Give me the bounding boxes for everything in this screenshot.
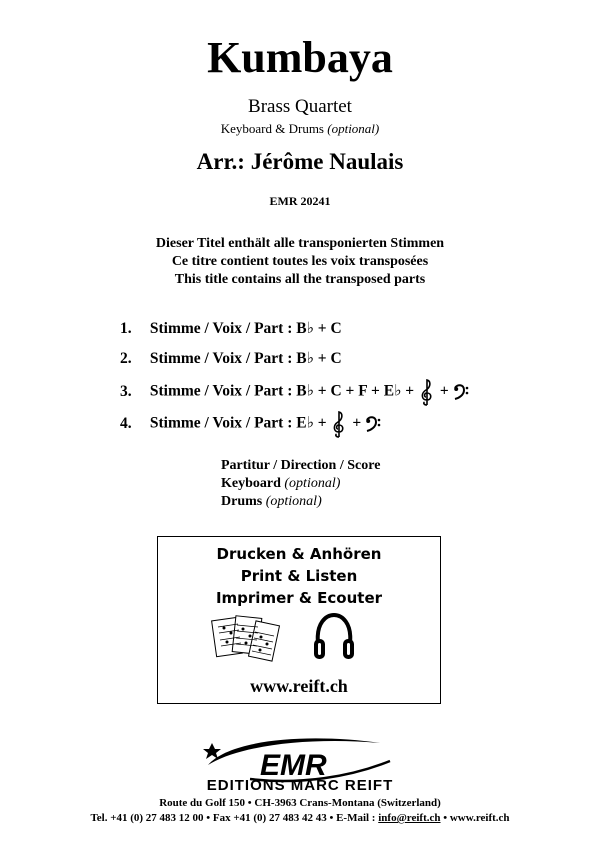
part-label: Stimme / Voix / Part : <box>149 320 293 337</box>
notice-de: Dieser Titel enthält alle transponierten Stimmen <box>155 236 445 251</box>
subtitle: Brass Quartet <box>248 96 352 117</box>
part-label: Stimme / Voix / Part : <box>149 382 293 400</box>
arranger: Arr.: Jérôme Naulais <box>196 149 404 174</box>
part-row <box>120 348 342 374</box>
treble-clef-icon <box>330 410 348 438</box>
part-keys: B♭ + C <box>296 350 342 367</box>
publisher-contact <box>0 812 600 824</box>
optional-label: (optional) <box>265 494 322 509</box>
website-link[interactable]: www.reift.ch <box>250 676 348 696</box>
part-row <box>120 318 342 344</box>
notice-fr: Ce titre contient toutes les voix transposées <box>171 254 429 269</box>
part-number: 2. <box>120 350 132 367</box>
part-keys: E♭ + <box>296 414 327 432</box>
part-row <box>120 410 381 436</box>
email-link[interactable]: info@reift.ch <box>378 812 441 824</box>
part-number: 4. <box>120 414 132 432</box>
part-keys: B♭ + C <box>296 320 342 337</box>
contact-website: • www.reift.ch <box>440 812 510 824</box>
extras-list <box>221 457 380 511</box>
bass-clef-icon <box>453 383 469 401</box>
extra-label: Partitur / Direction / Score <box>221 458 381 473</box>
optional-label: (optional) <box>327 121 380 136</box>
publisher-name: EDITIONS MARC REIFT <box>206 777 394 794</box>
promo-line: Drucken & Anhören <box>216 545 382 563</box>
part-label: Stimme / Voix / Part : <box>149 350 293 367</box>
part-keys: B♭ + C + F + E♭ + <box>296 382 415 400</box>
svg-text:EMR: EMR <box>260 749 327 782</box>
optional-label: (optional) <box>284 476 341 491</box>
notice-en: This title contains all the transposed parts <box>174 272 426 287</box>
promo-box <box>157 536 441 704</box>
bass-clef-icon <box>365 415 381 433</box>
treble-clef-icon <box>418 378 436 406</box>
instrumentation-text: Keyboard & Drums <box>220 121 324 136</box>
extra-item <box>221 457 380 475</box>
page-title: Kumbaya <box>207 33 393 82</box>
extra-label: Keyboard <box>221 476 281 491</box>
part-number: 1. <box>120 320 132 337</box>
extra-label: Drums <box>221 494 263 509</box>
part-row <box>120 378 469 404</box>
promo-line: Print & Listen <box>240 567 358 585</box>
plus-sign: + <box>439 382 449 400</box>
catalog-number: EMR 20241 <box>269 194 331 208</box>
extra-item <box>221 475 380 493</box>
headphones-icon <box>312 611 356 663</box>
extra-item <box>221 493 380 511</box>
instrumentation <box>0 121 600 137</box>
part-label: Stimme / Voix / Part : <box>149 414 293 432</box>
plus-sign: + <box>352 414 362 432</box>
part-number: 3. <box>120 382 132 400</box>
sheet-music-icon <box>210 613 282 665</box>
promo-line: Imprimer & Ecouter <box>215 589 383 607</box>
contact-phone-fax: Tel. +41 (0) 27 483 12 00 • Fax +41 (0) 27 483 42 43 • E-Mail : <box>90 812 379 824</box>
publisher-address: Route du Golf 150 • CH-3963 Crans-Montana (Switzerland) <box>159 797 441 809</box>
